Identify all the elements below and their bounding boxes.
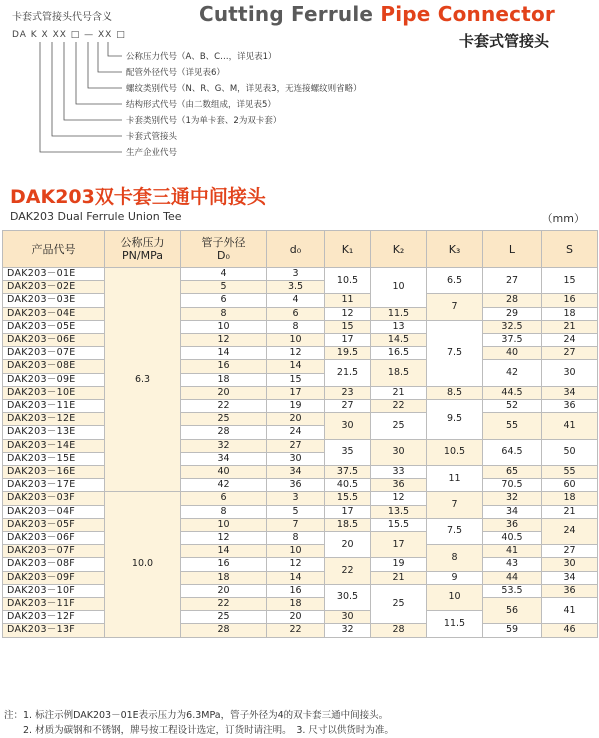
cell-k1: 21.5 (325, 360, 371, 386)
cell-s: 21 (542, 320, 598, 333)
cell-k1: 30.5 (325, 584, 371, 610)
product-title: DAK203双卡套三通中间接头 (10, 186, 266, 208)
cell-d0: 15 (267, 373, 325, 386)
cell-k3: 8.5 (427, 386, 483, 399)
spec-table-body (3, 268, 598, 638)
cell-code: DAK203－11F (3, 598, 105, 611)
cell-k1: 18.5 (325, 518, 371, 531)
cell-d0: 7 (267, 518, 325, 531)
table-row (3, 294, 598, 307)
cell-k2: 25 (371, 584, 427, 624)
cell-k2: 21 (371, 386, 427, 399)
header-od (181, 231, 267, 268)
header-k1: K₁ (325, 231, 371, 268)
table-row (3, 400, 598, 413)
cell-l: 42 (483, 360, 542, 386)
cell-od: 12 (181, 334, 267, 347)
cell-k2: 10 (371, 268, 427, 308)
cell-code: DAK203－05E (3, 320, 105, 333)
table-row (3, 598, 598, 611)
cell-l: 43 (483, 558, 542, 571)
cell-l: 36 (483, 518, 542, 531)
cell-k3: 6.5 (427, 268, 483, 294)
cell-k2: 17 (371, 532, 427, 558)
table-header-row (3, 231, 598, 268)
cell-code: DAK203－10F (3, 584, 105, 597)
cell-s: 36 (542, 400, 598, 413)
table-row (3, 545, 598, 558)
cell-code: DAK203－06F (3, 532, 105, 545)
cell-code: DAK203－12E (3, 413, 105, 426)
cell-s: 27 (542, 347, 598, 360)
table-row (3, 334, 598, 347)
table-row (3, 307, 598, 320)
cell-d0: 10 (267, 334, 325, 347)
legend-title: 卡套式管接头代号含义 (12, 12, 112, 23)
cell-k1: 19.5 (325, 347, 371, 360)
cell-l: 52 (483, 400, 542, 413)
cell-k1: 30 (325, 413, 371, 439)
table-row (3, 466, 598, 479)
table-row (3, 360, 598, 373)
cell-od: 28 (181, 426, 267, 439)
cell-od: 14 (181, 545, 267, 558)
cell-od: 34 (181, 452, 267, 465)
cell-s: 34 (542, 571, 598, 584)
cell-code: DAK203－03F (3, 492, 105, 505)
cell-k1: 15.5 (325, 492, 371, 505)
table-row (3, 558, 598, 571)
header-od-label: 管子外径 (201, 236, 246, 249)
cell-od: 4 (181, 268, 267, 281)
brand-title-zh: 卡套式管接头 (458, 32, 549, 50)
cell-k3: 11.5 (427, 611, 483, 637)
cell-k1: 30 (325, 611, 371, 624)
legend-item-structure: 结构形式代号（由二数组成，详见表5） (126, 100, 276, 110)
cell-s: 30 (542, 558, 598, 571)
cell-k3: 10 (427, 584, 483, 610)
brand-title-en-part2: Pipe Connector (380, 2, 555, 26)
cell-od: 14 (181, 347, 267, 360)
legend-item-od: 配管外径代号（详见表6） (126, 68, 225, 78)
cell-k1: 35 (325, 439, 371, 465)
cell-k3: 8 (427, 545, 483, 571)
legend-item-connector: 卡套式管接头 (126, 132, 178, 142)
legend-item-manufacturer: 生产企业代号 (126, 148, 178, 158)
cell-d0: 4 (267, 294, 325, 307)
table-row (3, 571, 598, 584)
cell-code: DAK203－13F (3, 624, 105, 637)
cell-l: 41 (483, 545, 542, 558)
cell-k2: 33 (371, 466, 427, 479)
cell-code: DAK203－04E (3, 307, 105, 320)
cell-l: 29 (483, 307, 542, 320)
cell-code: DAK203－12F (3, 611, 105, 624)
cell-l: 37.5 (483, 334, 542, 347)
header-code: 产品代号 (3, 231, 105, 268)
cell-k2: 25 (371, 413, 427, 439)
cell-l: 40.5 (483, 532, 542, 545)
cell-l: 44 (483, 571, 542, 584)
cell-od: 25 (181, 413, 267, 426)
cell-l: 53.5 (483, 584, 542, 597)
table-row (3, 413, 598, 426)
cell-code: DAK203－07F (3, 545, 105, 558)
cell-pressure: 10.0 (105, 492, 181, 637)
cell-od: 8 (181, 505, 267, 518)
cell-d0: 8 (267, 532, 325, 545)
legend-item-pressure: 公称压力代号（A、B、C…，详见表1） (126, 52, 277, 62)
cell-s: 30 (542, 360, 598, 386)
cell-l: 56 (483, 598, 542, 624)
header-pressure-label: 公称压力 (120, 236, 165, 249)
cell-l: 28 (483, 294, 542, 307)
cell-d0: 8 (267, 320, 325, 333)
cell-k3: 10.5 (427, 439, 483, 465)
cell-l: 59 (483, 624, 542, 637)
cell-s: 27 (542, 545, 598, 558)
cell-k1: 22 (325, 558, 371, 584)
brand-title-en-part1: Cutting Ferrule (198, 2, 381, 26)
cell-d0: 6 (267, 307, 325, 320)
cell-k2: 30 (371, 439, 427, 465)
header-s: S (542, 231, 598, 268)
notes (4, 708, 394, 738)
cell-d0: 20 (267, 611, 325, 624)
cell-code: DAK203－14E (3, 439, 105, 452)
cell-k1: 40.5 (325, 479, 371, 492)
code-legend (30, 40, 360, 158)
cell-s: 24 (542, 518, 598, 544)
cell-d0: 3 (267, 268, 325, 281)
cell-code: DAK203－11E (3, 400, 105, 413)
cell-k1: 20 (325, 532, 371, 558)
cell-d0: 14 (267, 360, 325, 373)
cell-d0: 12 (267, 347, 325, 360)
cell-od: 10 (181, 518, 267, 531)
cell-code: DAK203－10E (3, 386, 105, 399)
cell-od: 16 (181, 558, 267, 571)
code-pattern: DA K X XX □ — XX □ (12, 30, 126, 40)
table-row (3, 439, 598, 452)
cell-d0: 12 (267, 558, 325, 571)
cell-l: 64.5 (483, 439, 542, 465)
cell-s: 18 (542, 307, 598, 320)
table-row (3, 518, 598, 531)
cell-s: 15 (542, 268, 598, 294)
cell-k3: 9 (427, 571, 483, 584)
cell-s: 34 (542, 386, 598, 399)
cell-d0: 17 (267, 386, 325, 399)
cell-od: 28 (181, 624, 267, 637)
cell-code: DAK203－05F (3, 518, 105, 531)
cell-l: 44.5 (483, 386, 542, 399)
cell-s: 46 (542, 624, 598, 637)
cell-l: 40 (483, 347, 542, 360)
cell-d0: 24 (267, 426, 325, 439)
cell-k3: 11 (427, 466, 483, 492)
cell-d0: 3.5 (267, 281, 325, 294)
cell-k1: 17 (325, 505, 371, 518)
cell-od: 20 (181, 386, 267, 399)
header-l: L (483, 231, 542, 268)
cell-k2: 22 (371, 400, 427, 413)
cell-d0: 16 (267, 584, 325, 597)
cell-d0: 20 (267, 413, 325, 426)
cell-k2: 21 (371, 571, 427, 584)
cell-s: 21 (542, 505, 598, 518)
cell-code: DAK203－09F (3, 571, 105, 584)
header-pressure-unit: PN/MPa (122, 249, 163, 262)
table-row (3, 347, 598, 360)
cell-l: 65 (483, 466, 542, 479)
table-row (3, 584, 598, 597)
table-row (3, 386, 598, 399)
table-row (3, 268, 598, 281)
cell-od: 40 (181, 466, 267, 479)
table-row (3, 532, 598, 545)
cell-k1: 23 (325, 386, 371, 399)
cell-k3: 9.5 (427, 400, 483, 440)
cell-k2: 13 (371, 320, 427, 333)
table-row (3, 320, 598, 333)
cell-d0: 10 (267, 545, 325, 558)
cell-code: DAK203－02E (3, 281, 105, 294)
cell-od: 22 (181, 598, 267, 611)
cell-s: 41 (542, 413, 598, 439)
cell-s: 41 (542, 598, 598, 624)
cell-code: DAK203－07E (3, 347, 105, 360)
cell-d0: 34 (267, 466, 325, 479)
cell-od: 10 (181, 320, 267, 333)
cell-k2: 13.5 (371, 505, 427, 518)
note-line-2: 2. 材质为碳钢和不锈钢，牌号按工程设计选定，订货时请注明。 3. 尺寸以供货时为准。 (4, 725, 394, 736)
cell-code: DAK203－15E (3, 452, 105, 465)
cell-k1: 10.5 (325, 268, 371, 294)
brand-title-en (199, 2, 555, 26)
cell-k2: 18.5 (371, 360, 427, 386)
legend-item-thread: 螺纹类别代号（N、R、G、M，详见表3，无连接螺纹则省略） (126, 84, 362, 94)
cell-d0: 14 (267, 571, 325, 584)
cell-d0: 18 (267, 598, 325, 611)
cell-k3: 7 (427, 294, 483, 320)
cell-d0: 19 (267, 400, 325, 413)
cell-d0: 22 (267, 624, 325, 637)
cell-k2: 19 (371, 558, 427, 571)
cell-k2: 16.5 (371, 347, 427, 360)
cell-k2: 36 (371, 479, 427, 492)
cell-s: 36 (542, 584, 598, 597)
cell-od: 16 (181, 360, 267, 373)
table-row (3, 492, 598, 505)
cell-od: 8 (181, 307, 267, 320)
table-row (3, 479, 598, 492)
cell-od: 25 (181, 611, 267, 624)
cell-l: 55 (483, 413, 542, 439)
cell-od: 18 (181, 373, 267, 386)
cell-k3: 7 (427, 492, 483, 518)
cell-code: DAK203－17E (3, 479, 105, 492)
cell-od: 12 (181, 532, 267, 545)
cell-od: 6 (181, 294, 267, 307)
cell-code: DAK203－13E (3, 426, 105, 439)
cell-k1: 15 (325, 320, 371, 333)
header-od-symbol: D₀ (217, 249, 230, 262)
cell-code: DAK203－08F (3, 558, 105, 571)
cell-k1: 17 (325, 334, 371, 347)
cell-l: 34 (483, 505, 542, 518)
cell-s: 60 (542, 479, 598, 492)
cell-l: 32 (483, 492, 542, 505)
legend-item-ferrule-type: 卡套类别代号（1为单卡套、2为双卡套） (126, 116, 282, 126)
cell-l: 70.5 (483, 479, 542, 492)
cell-k1: 12 (325, 307, 371, 320)
cell-od: 18 (181, 571, 267, 584)
cell-code: DAK203－06E (3, 334, 105, 347)
cell-code: DAK203－16E (3, 466, 105, 479)
cell-od: 20 (181, 584, 267, 597)
cell-s: 18 (542, 492, 598, 505)
cell-d0: 30 (267, 452, 325, 465)
cell-od: 22 (181, 400, 267, 413)
cell-od: 5 (181, 281, 267, 294)
header-k3: K₃ (427, 231, 483, 268)
cell-od: 6 (181, 492, 267, 505)
cell-code: DAK203－09E (3, 373, 105, 386)
cell-k1: 32 (325, 624, 371, 637)
cell-k1: 27 (325, 400, 371, 413)
cell-code: DAK203－04F (3, 505, 105, 518)
cell-k3: 7.5 (427, 320, 483, 386)
cell-s: 16 (542, 294, 598, 307)
table-row (3, 624, 598, 637)
cell-k2: 14.5 (371, 334, 427, 347)
header-d0: d₀ (267, 231, 325, 268)
cell-s: 55 (542, 466, 598, 479)
cell-k2: 15.5 (371, 518, 427, 531)
cell-s: 50 (542, 439, 598, 465)
cell-k3: 7.5 (427, 518, 483, 544)
note-line-1: 注：1. 标注示例DAK203－01E表示压力为6.3MPa，管子外径为4的双卡套三通中间接头。 (4, 710, 389, 721)
product-subtitle: DAK203 Dual Ferrule Union Tee (10, 210, 182, 223)
cell-l: 32.5 (483, 320, 542, 333)
cell-d0: 5 (267, 505, 325, 518)
cell-d0: 27 (267, 439, 325, 452)
cell-k2: 28 (371, 624, 427, 637)
cell-code: DAK203－01E (3, 268, 105, 281)
header-k2: K₂ (371, 231, 427, 268)
cell-k1: 11 (325, 294, 371, 307)
cell-od: 32 (181, 439, 267, 452)
cell-k1: 37.5 (325, 466, 371, 479)
cell-code: DAK203－03E (3, 294, 105, 307)
cell-l: 27 (483, 268, 542, 294)
cell-d0: 3 (267, 492, 325, 505)
cell-k2: 12 (371, 492, 427, 505)
unit-label: （mm） (541, 212, 585, 225)
cell-s: 24 (542, 334, 598, 347)
spec-table (2, 230, 598, 638)
header-pressure (105, 231, 181, 268)
cell-pressure: 6.3 (105, 268, 181, 492)
cell-code: DAK203－08E (3, 360, 105, 373)
cell-k2: 11.5 (371, 307, 427, 320)
cell-od: 42 (181, 479, 267, 492)
cell-d0: 36 (267, 479, 325, 492)
table-row (3, 505, 598, 518)
